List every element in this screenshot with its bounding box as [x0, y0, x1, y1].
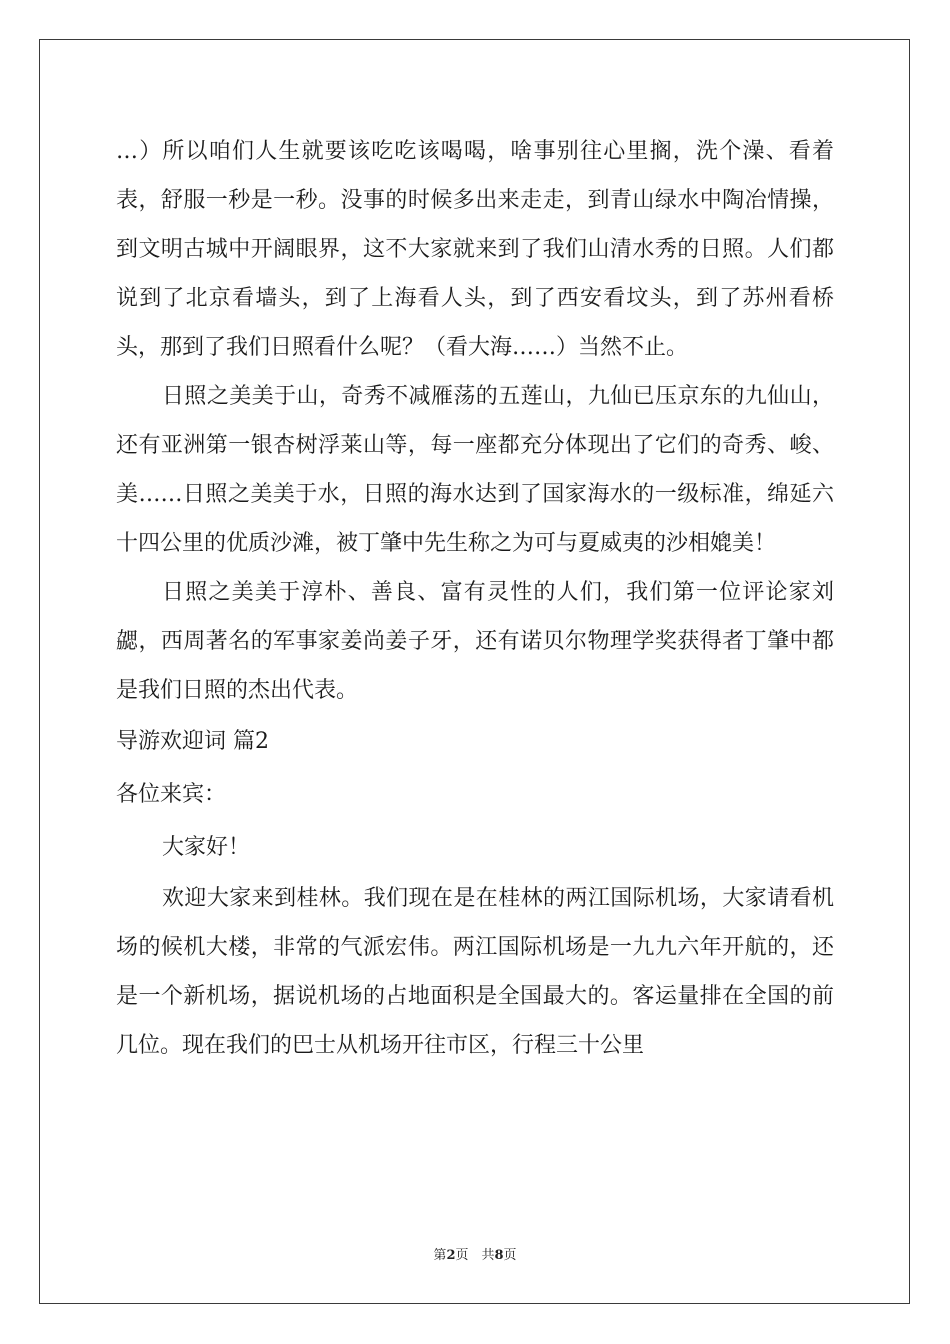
- paragraph-2: 日照之美美于山，奇秀不减雁荡的五莲山，九仙已压京东的九仙山，还有亚洲第一银杏树浮莱山等，每一座都充分体现出了它们的奇秀、峻、美……日照之美美于水，日照的海水达到了国家海水的一级标准，绵延六十四公里的优质沙滩，被丁肇中先生称之为可与夏威夷的沙相媲美！: [116, 384, 834, 556]
- salutation: 各位来宾：: [116, 782, 227, 807]
- page-label-prefix: 第: [433, 1248, 447, 1263]
- page-footer: [0, 1244, 950, 1263]
- greeting: 大家好！: [162, 835, 251, 860]
- page-label-mid: 页 共: [455, 1248, 495, 1263]
- paragraph-3: 日照之美美于淳朴、善良、富有灵性的人们，我们第一位评论家刘勰，西周著名的军事家姜尚姜子牙，还有诺贝尔物理学奖获得者丁肇中都是我们日照的杰出代表。: [116, 580, 834, 703]
- section-title: 导游欢迎词 篇2: [116, 729, 269, 754]
- document-body: [116, 127, 834, 1070]
- paragraph-1: …）所以咱们人生就要该吃吃该喝喝，啥事别往心里搁，洗个澡、看着表，舒服一秒是一秒。没事的时候多出来走走，到青山绿水中陶冶情操，到文明古城中开阔眼界，这不大家就来到了我们山清水秀的日照。人们都说到了北京看墙头，到了上海看人头，到了西安看坟头，到了苏州看桥头，那到了我们日照看什么呢？（看大海……）当然不止。: [116, 139, 834, 360]
- page-label-suffix: 页: [503, 1248, 517, 1263]
- page-total: 8: [494, 1248, 504, 1263]
- paragraph-4: 欢迎大家来到桂林。我们现在是在桂林的两江国际机场，大家请看机场的候机大楼，非常的气派宏伟。两江国际机场是一九九六年开航的，还是一个新机场，据说机场的占地面积是全国最大的。客运量排在全国的前几位。现在我们的巴士从机场开往市区，行程三十公里: [116, 886, 834, 1058]
- page-current: 2: [446, 1248, 456, 1263]
